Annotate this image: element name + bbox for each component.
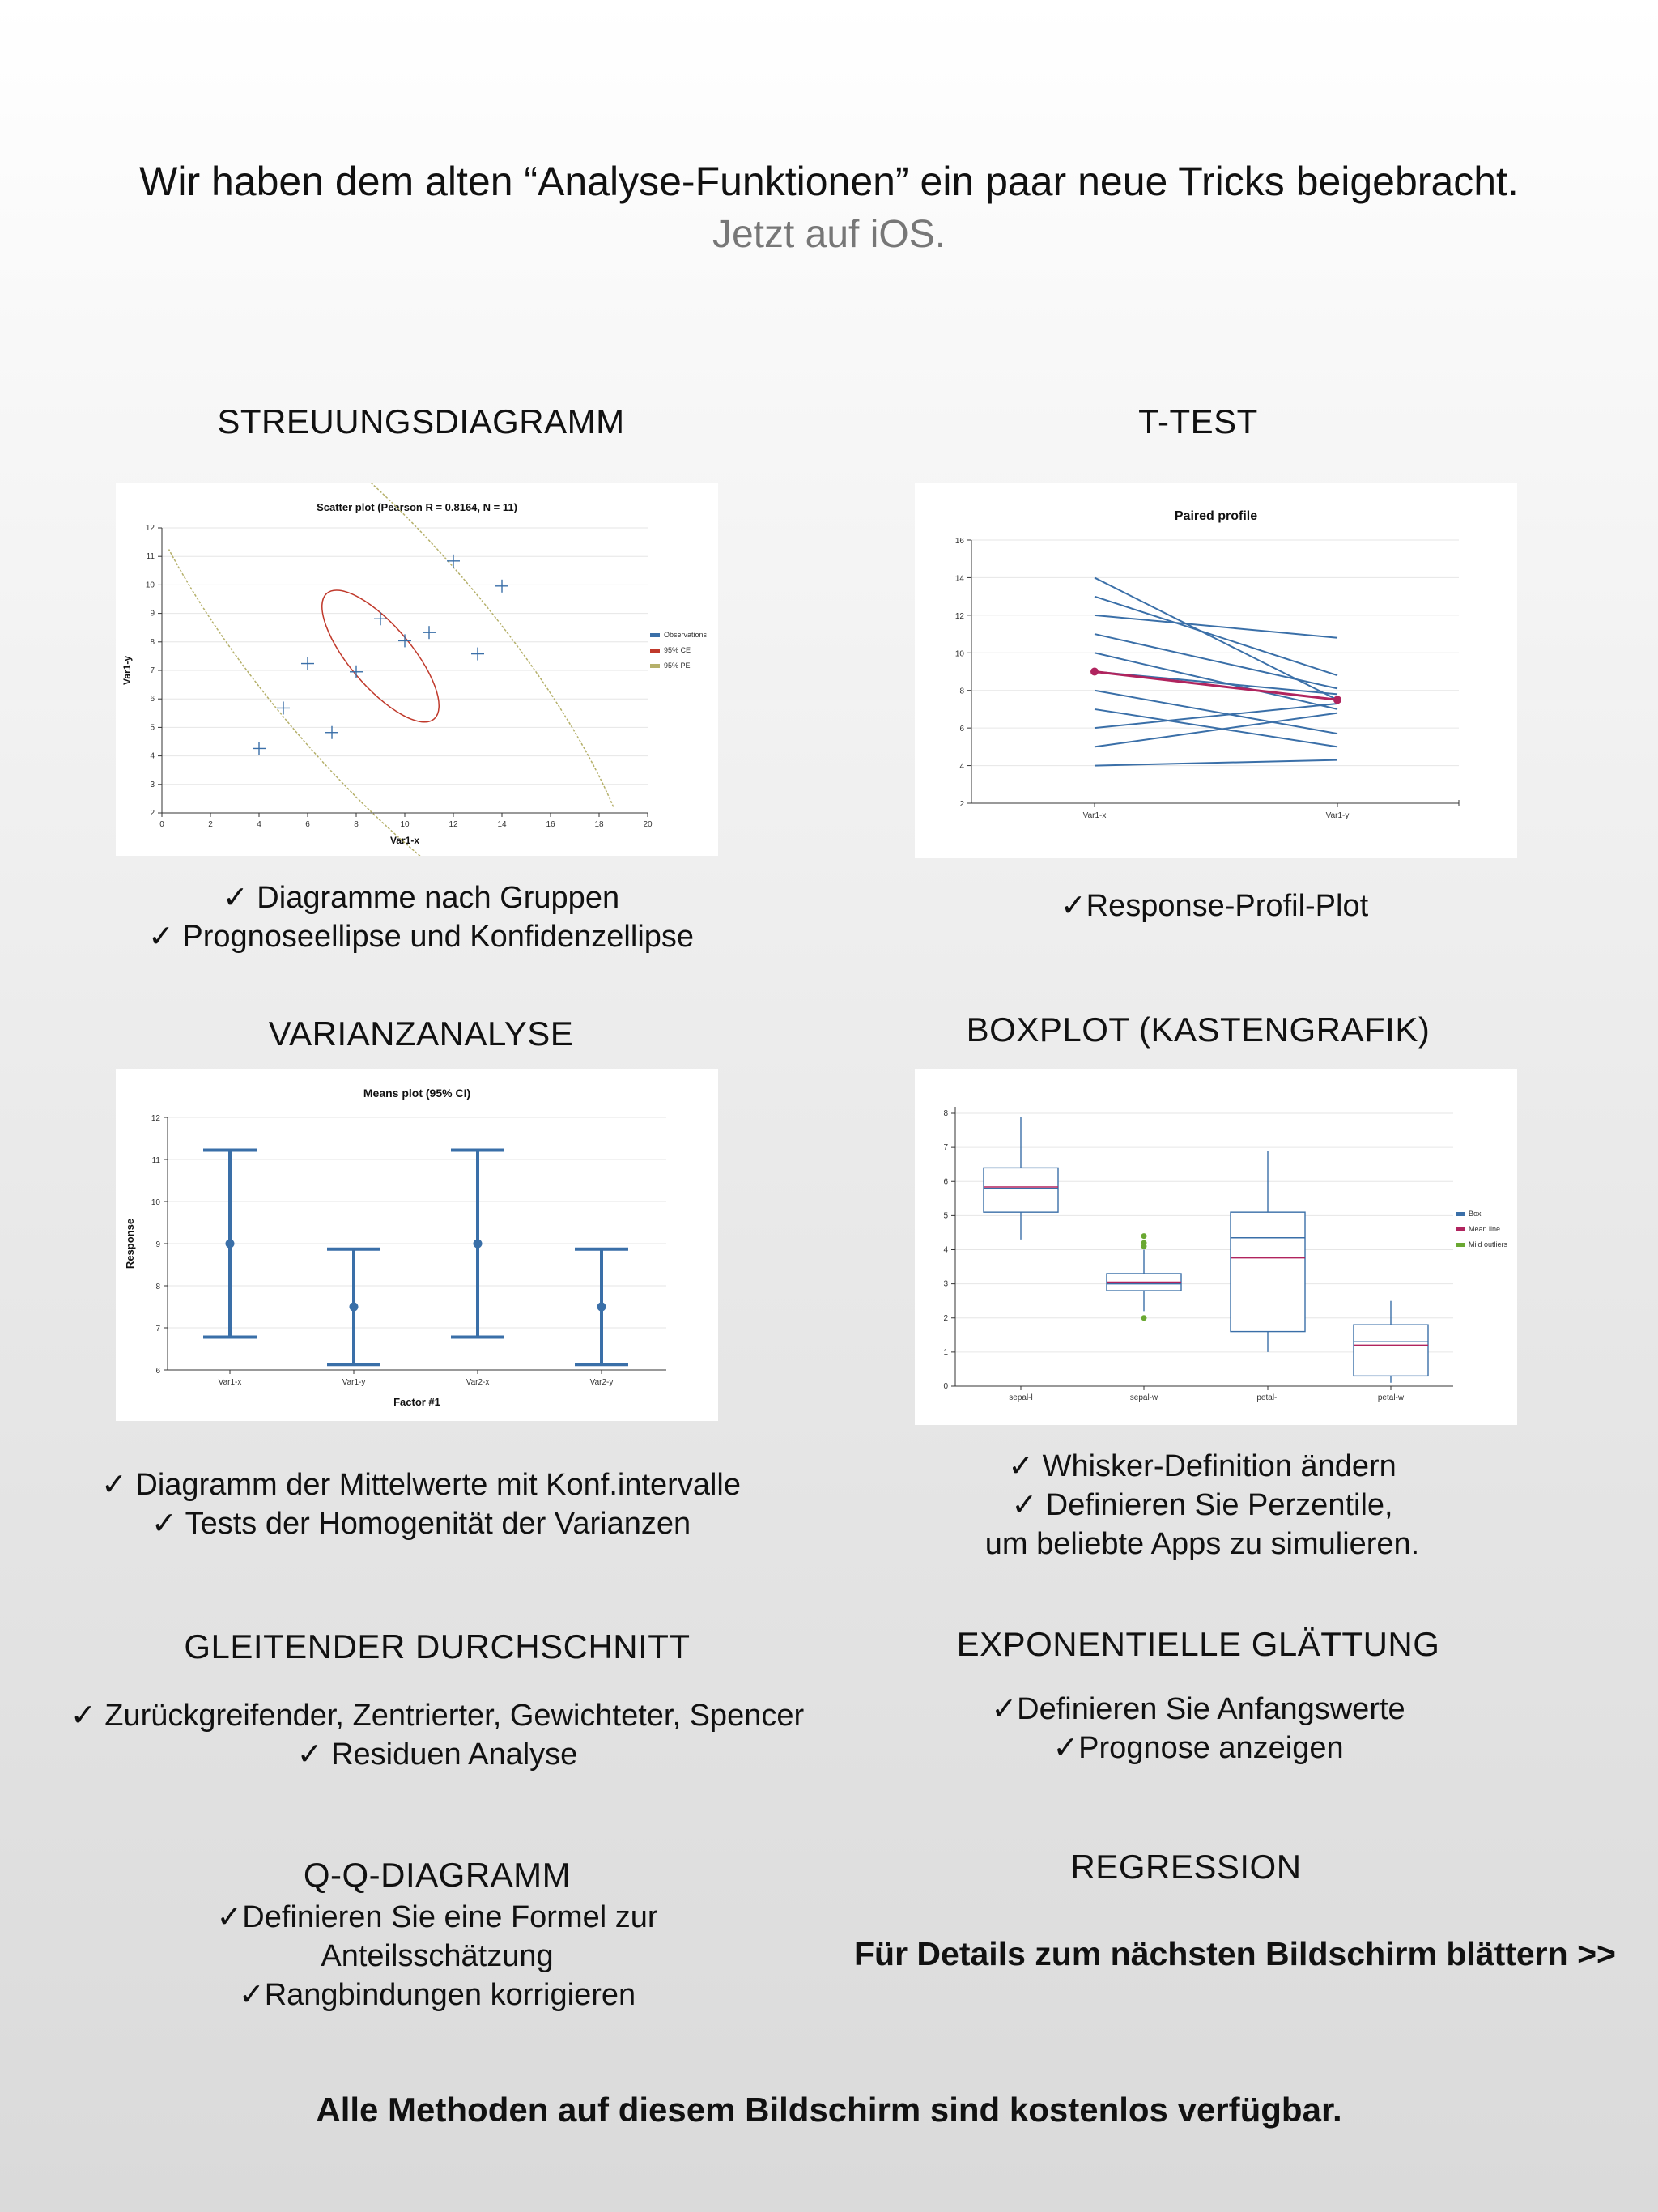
y-tick-label: 2 bbox=[943, 1313, 948, 1323]
x-tick-label: Var2-y bbox=[589, 1378, 614, 1387]
x-tick-label: Var1-x bbox=[1082, 811, 1107, 820]
means-plot-chart bbox=[116, 1069, 718, 1421]
feature-line: ✓ Tests der Homogenität der Varianzen bbox=[151, 1507, 691, 1541]
legend-swatch bbox=[650, 633, 660, 637]
legend-swatch bbox=[1456, 1212, 1465, 1216]
scatter-features bbox=[81, 878, 761, 956]
data-point bbox=[495, 580, 508, 593]
legend-swatch bbox=[650, 664, 660, 668]
y-tick-label: 6 bbox=[155, 1367, 160, 1376]
feature-line: ✓Prognose anzeigen bbox=[1052, 1731, 1344, 1765]
subline: Jetzt auf iOS. bbox=[712, 213, 946, 256]
confidence-ellipse bbox=[304, 573, 457, 739]
box bbox=[1231, 1212, 1305, 1331]
y-tick-label: 3 bbox=[943, 1279, 948, 1289]
x-tick-label: 4 bbox=[257, 820, 261, 829]
profile-line bbox=[1095, 691, 1337, 734]
y-tick-label: 8 bbox=[150, 637, 155, 647]
y-tick-label: 7 bbox=[150, 666, 155, 675]
mean-point bbox=[1333, 696, 1341, 704]
mean-point bbox=[474, 1240, 483, 1249]
data-point bbox=[325, 726, 338, 739]
legend-label: Observations bbox=[664, 631, 708, 639]
x-tick-label: 20 bbox=[643, 820, 653, 829]
box bbox=[1354, 1325, 1428, 1376]
x-tick-label: 0 bbox=[159, 820, 164, 829]
y-tick-label: 12 bbox=[151, 1114, 160, 1123]
legend-label: 95% CE bbox=[664, 646, 691, 654]
x-tick-label: sepal-l bbox=[1009, 1393, 1033, 1402]
y-tick-label: 14 bbox=[954, 574, 964, 584]
x-tick-label: Var1-y bbox=[342, 1378, 366, 1387]
data-point bbox=[253, 742, 266, 755]
y-tick-label: 12 bbox=[954, 611, 964, 621]
x-tick-label: 10 bbox=[400, 820, 410, 829]
paired-profile-chart bbox=[915, 483, 1517, 858]
legend-swatch bbox=[650, 649, 660, 653]
feature-line: ✓Rangbindungen korrigieren bbox=[238, 1978, 636, 2012]
regression-title: REGRESSION bbox=[1070, 1848, 1302, 1886]
feature-line: Anteilsschätzung bbox=[321, 1939, 554, 1973]
y-tick-label: 6 bbox=[150, 695, 155, 704]
legend-label: Box bbox=[1469, 1210, 1482, 1218]
y-tick-label: 8 bbox=[155, 1283, 160, 1291]
outlier-point bbox=[1141, 1233, 1147, 1239]
feature-line: ✓ Zurückgreifender, Zentrierter, Gewichteter, Spencer bbox=[70, 1699, 805, 1733]
y-tick-label: 8 bbox=[959, 687, 964, 696]
x-tick-label: petal-w bbox=[1377, 1393, 1405, 1402]
x-tick-label: 12 bbox=[449, 820, 458, 829]
scatter-title: STREUUNGSDIAGRAMM bbox=[217, 402, 625, 440]
data-point bbox=[301, 657, 314, 670]
x-tick-label: 8 bbox=[354, 820, 359, 829]
y-tick-label: 0 bbox=[943, 1382, 948, 1391]
legend-swatch bbox=[1456, 1243, 1465, 1247]
y-axis-label: Var1-y bbox=[121, 655, 133, 686]
y-tick-label: 3 bbox=[150, 780, 155, 789]
qq-title: Q-Q-DIAGRAMM bbox=[303, 1856, 572, 1894]
y-tick-label: 11 bbox=[151, 1156, 160, 1165]
profile-line bbox=[1095, 597, 1337, 676]
scatter-chart bbox=[116, 483, 718, 856]
feature-line: um beliebte Apps zu simulieren. bbox=[984, 1527, 1420, 1561]
y-tick-label: 8 bbox=[943, 1109, 948, 1118]
mean-point bbox=[350, 1303, 359, 1312]
legend-label: Mild outliers bbox=[1469, 1240, 1508, 1249]
y-tick-label: 6 bbox=[943, 1177, 948, 1187]
x-axis-label: Var1-x bbox=[389, 835, 420, 846]
y-tick-label: 2 bbox=[959, 800, 964, 809]
y-axis-label: Response bbox=[124, 1218, 136, 1270]
feature-line: ✓ Diagramme nach Gruppen bbox=[222, 881, 620, 915]
data-point bbox=[398, 634, 411, 647]
x-tick-label: 18 bbox=[594, 820, 604, 829]
anova-features bbox=[65, 1465, 777, 1543]
feature-line: ✓Definieren Sie Anfangswerte bbox=[991, 1692, 1405, 1726]
feature-line: ✓ Diagramm der Mittelwerte mit Konf.intervalle bbox=[101, 1468, 741, 1502]
y-tick-label: 11 bbox=[146, 552, 155, 562]
legend-label: 95% PE bbox=[664, 661, 691, 670]
boxplot-title: BOXPLOT (KASTENGRAFIK) bbox=[966, 1010, 1431, 1049]
mean-point bbox=[226, 1240, 235, 1249]
exp-smoothing-title: EXPONENTIELLE GLÄTTUNG bbox=[956, 1625, 1440, 1663]
feature-line: ✓ Definieren Sie Perzentile, bbox=[1011, 1488, 1393, 1522]
data-point bbox=[471, 648, 484, 661]
feature-line: ✓ Prognoseellipse und Konfidenzellipse bbox=[147, 920, 695, 954]
anova-chart-panel bbox=[116, 1069, 718, 1421]
y-tick-label: 4 bbox=[959, 762, 964, 772]
box bbox=[984, 1168, 1058, 1212]
profile-line bbox=[1095, 704, 1337, 728]
boxplot-chart bbox=[915, 1069, 1517, 1425]
anova-title: VARIANZANALYSE bbox=[268, 1015, 574, 1053]
y-tick-label: 7 bbox=[155, 1325, 160, 1334]
y-tick-label: 10 bbox=[151, 1198, 160, 1207]
feature-line: ✓Response-Profil-Plot bbox=[1060, 889, 1369, 923]
x-tick-label: 6 bbox=[305, 820, 310, 829]
mean-profile-line bbox=[1095, 672, 1337, 700]
chart-title: Paired profile bbox=[1174, 509, 1258, 523]
x-tick-label: Var2-x bbox=[466, 1378, 490, 1387]
data-point bbox=[374, 612, 387, 625]
qq-features bbox=[113, 1898, 761, 2014]
legend-label: Mean line bbox=[1469, 1225, 1501, 1233]
scatter-chart-panel bbox=[116, 483, 718, 856]
y-tick-label: 9 bbox=[150, 609, 155, 619]
ttest-title: T-TEST bbox=[1138, 402, 1258, 440]
y-tick-label: 4 bbox=[150, 751, 155, 761]
outlier-point bbox=[1141, 1315, 1147, 1321]
outlier-point bbox=[1141, 1240, 1147, 1246]
feature-line: ✓ Whisker-Definition ändern bbox=[1008, 1449, 1397, 1483]
prediction-ellipse bbox=[116, 483, 708, 856]
chart-title: Scatter plot (Pearson R = 0.8164, N = 11) bbox=[317, 501, 517, 513]
x-tick-label: 16 bbox=[546, 820, 555, 829]
x-tick-label: petal-l bbox=[1256, 1393, 1279, 1402]
x-tick-label: Var1-y bbox=[1325, 811, 1350, 820]
y-tick-label: 10 bbox=[145, 581, 155, 590]
x-tick-label: sepal-w bbox=[1129, 1393, 1158, 1402]
boxplot-chart-panel bbox=[915, 1069, 1517, 1425]
feature-line: ✓Definieren Sie eine Formel zur bbox=[216, 1900, 658, 1934]
moving-average-features bbox=[32, 1696, 842, 1774]
y-tick-label: 5 bbox=[943, 1211, 948, 1221]
profile-line bbox=[1095, 760, 1337, 766]
data-point bbox=[423, 626, 436, 639]
data-point bbox=[277, 701, 290, 714]
moving-average-title: GLEITENDER DURCHSCHNITT bbox=[184, 1627, 691, 1665]
y-tick-label: 6 bbox=[959, 725, 964, 734]
x-tick-label: 2 bbox=[208, 820, 213, 829]
feature-line: ✓ Residuen Analyse bbox=[296, 1738, 578, 1772]
profile-line bbox=[1095, 615, 1337, 638]
y-tick-label: 2 bbox=[150, 809, 155, 818]
ttest-features bbox=[915, 887, 1514, 925]
mean-point bbox=[597, 1303, 606, 1312]
y-tick-label: 9 bbox=[155, 1240, 160, 1249]
y-tick-label: 16 bbox=[954, 537, 964, 546]
x-tick-label: Var1-x bbox=[218, 1378, 242, 1387]
y-tick-label: 10 bbox=[954, 649, 964, 659]
chart-title: Means plot (95% CI) bbox=[363, 1087, 471, 1100]
mean-point bbox=[1090, 668, 1099, 676]
legend-swatch bbox=[1456, 1227, 1465, 1231]
footer-note: Alle Methoden auf diesem Bildschirm sind kostenlos verfügbar. bbox=[316, 2091, 1342, 2129]
x-tick-label: 14 bbox=[497, 820, 507, 829]
x-axis-label: Factor #1 bbox=[393, 1396, 440, 1408]
y-tick-label: 7 bbox=[943, 1143, 948, 1153]
data-point bbox=[350, 666, 363, 678]
ttest-chart-panel bbox=[915, 483, 1517, 858]
y-tick-label: 1 bbox=[943, 1347, 948, 1357]
exp-smoothing-features bbox=[915, 1690, 1482, 1767]
boxplot-features bbox=[915, 1447, 1490, 1563]
next-screen-hint: Für Details zum nächsten Bildschirm blättern >> bbox=[854, 1935, 1616, 1972]
y-tick-label: 12 bbox=[145, 524, 155, 533]
headline: Wir haben dem alten “Analyse-Funktionen” ein paar neue Tricks beigebracht. bbox=[139, 159, 1519, 204]
y-tick-label: 4 bbox=[943, 1245, 948, 1255]
y-tick-label: 5 bbox=[150, 723, 155, 733]
